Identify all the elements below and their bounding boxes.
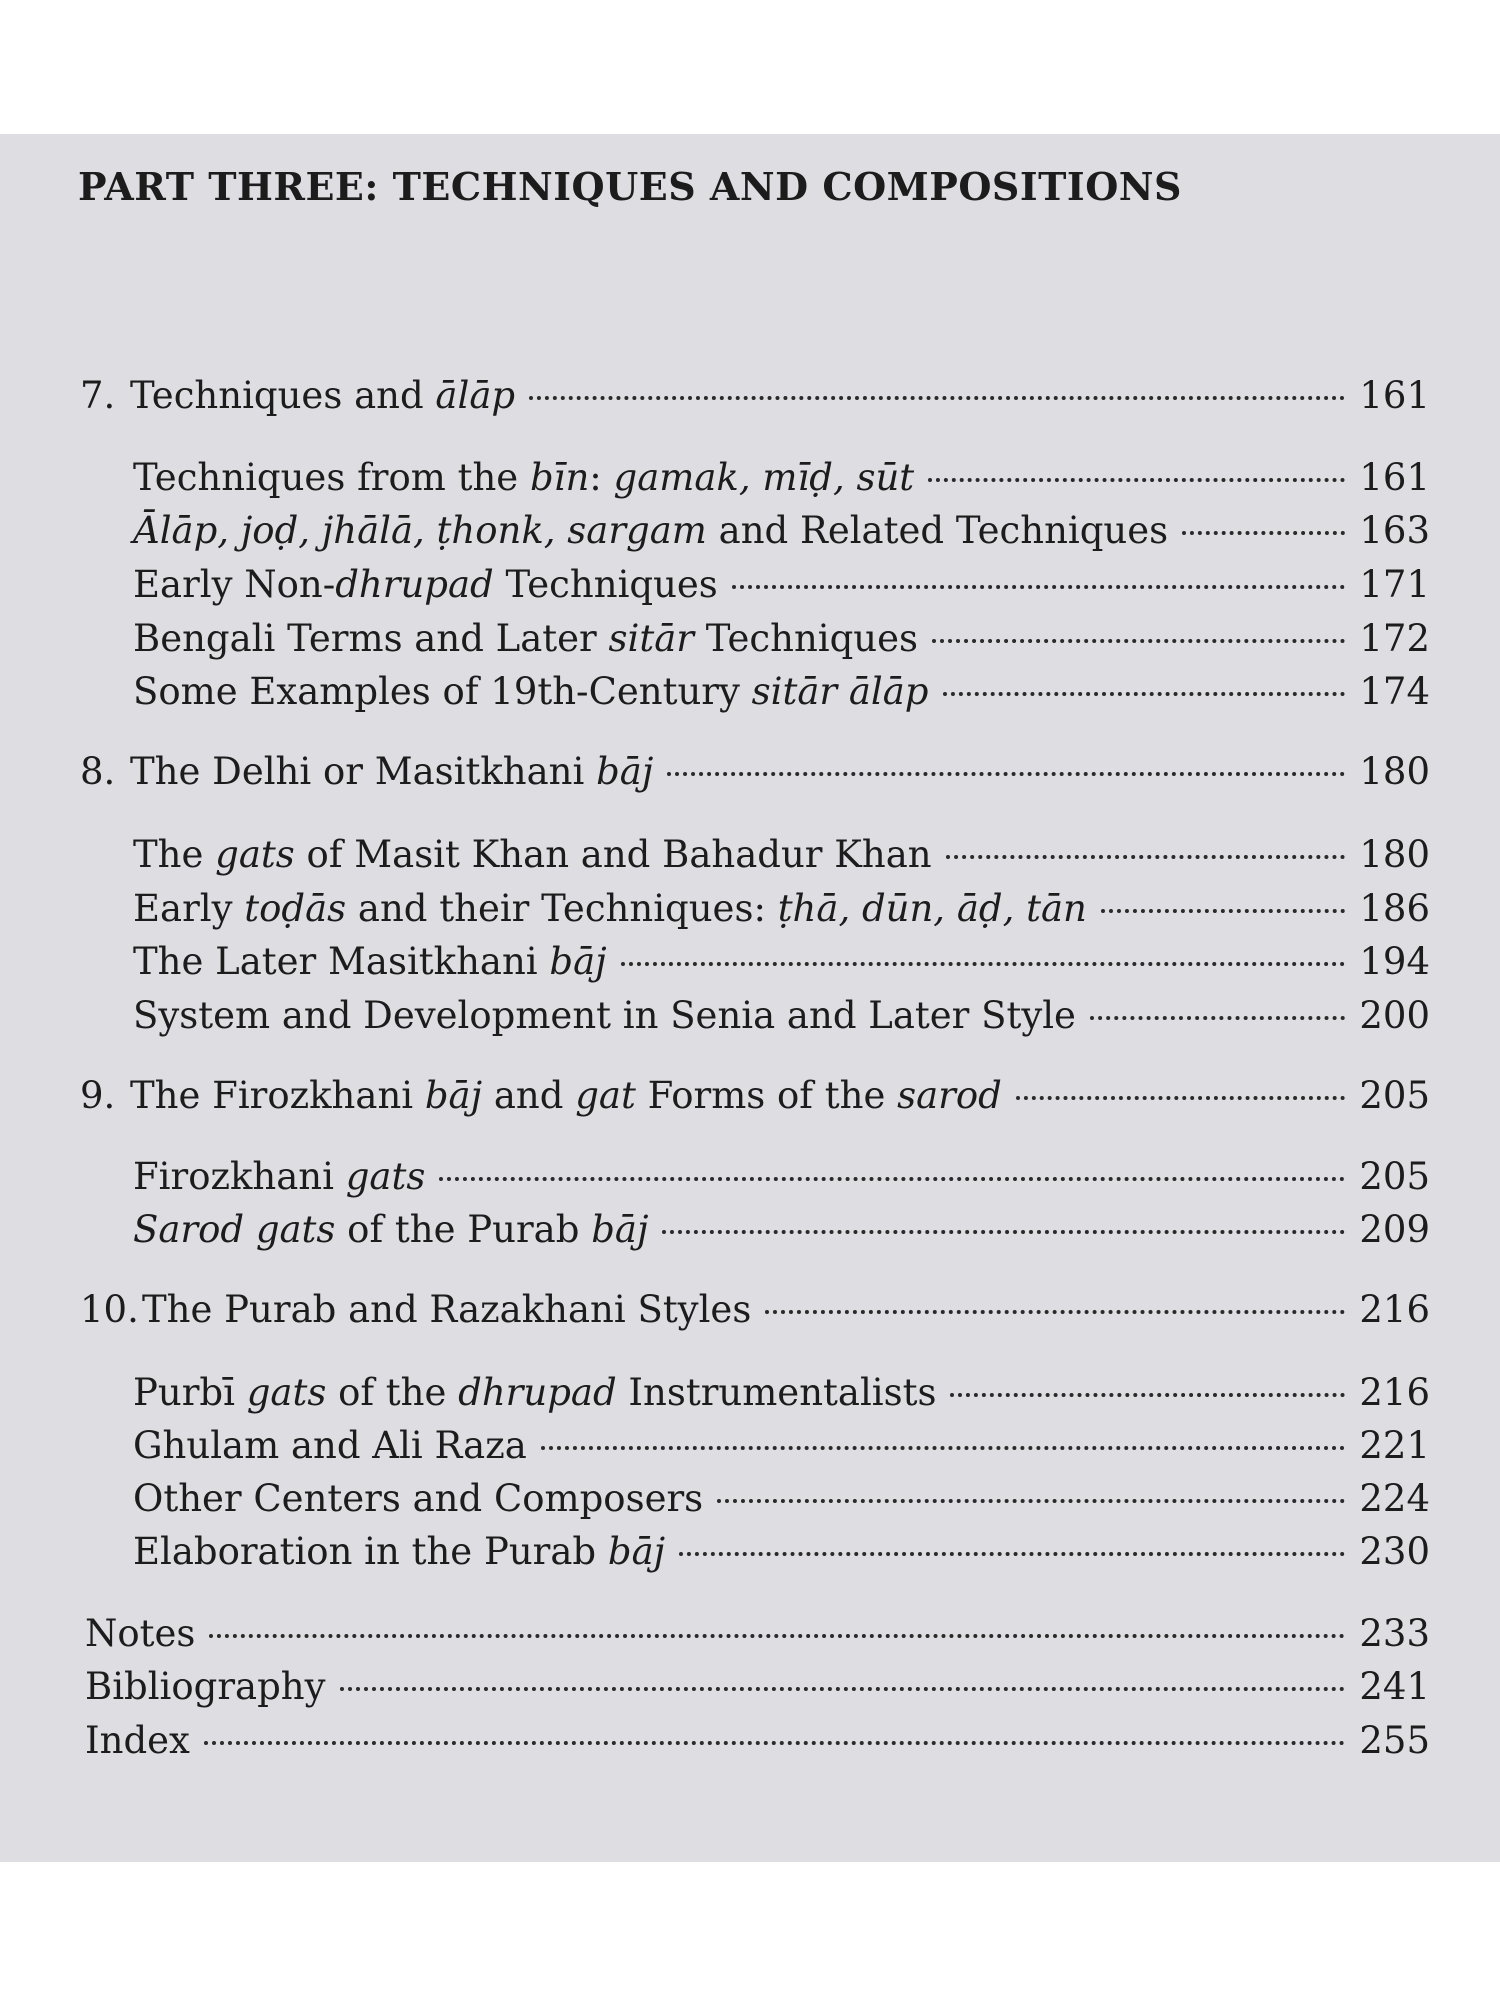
page-number: 205 — [1359, 1155, 1430, 1198]
toc-section-entry — [133, 1208, 1430, 1260]
toc-chapter-entry — [80, 374, 1430, 426]
toc-entry-title — [133, 1424, 527, 1467]
title-text: Forms of the — [635, 1074, 898, 1117]
italic-term: ṭhā, dūn, āḍ, tān — [777, 887, 1087, 930]
italic-term: toḍās — [244, 887, 347, 930]
toc-chapter-entry — [80, 1288, 1430, 1340]
dot-leader — [1182, 531, 1345, 535]
page-number: 233 — [1359, 1612, 1430, 1655]
toc-section-entry — [133, 1530, 1430, 1582]
page-number: 161 — [1359, 374, 1430, 417]
toc-entry-title — [133, 1477, 703, 1520]
toc-section-entry — [133, 509, 1430, 561]
toc-section-entry — [133, 1371, 1430, 1423]
italic-term: gat — [575, 1074, 636, 1117]
toc-entry-title — [133, 1208, 648, 1251]
toc-entry-title — [133, 887, 1087, 930]
dot-leader — [717, 1499, 1345, 1503]
toc-entry-title — [133, 1530, 665, 1573]
dot-leader — [1016, 1096, 1346, 1100]
title-text: Ghulam and Ali Raza — [133, 1424, 527, 1467]
italic-term: gats — [345, 1155, 426, 1198]
toc-entry-title — [80, 750, 653, 793]
italic-term: sitār ālāp — [751, 670, 929, 713]
italic-term: sarod — [897, 1074, 1002, 1117]
dot-leader — [946, 855, 1346, 859]
toc-entry-title — [133, 456, 914, 499]
italic-term: sitār — [608, 617, 694, 660]
toc-entry-title — [133, 940, 607, 983]
dot-leader — [932, 639, 1345, 643]
toc-chapter-entry — [80, 750, 1430, 802]
title-text: Elaboration in the Purab — [133, 1530, 608, 1573]
toc-backmatter-entry — [85, 1665, 1430, 1717]
toc-section-entry — [133, 670, 1430, 722]
italic-term: bāj — [596, 750, 654, 793]
title-text: Bengali Terms and Later — [133, 617, 609, 660]
dot-leader — [340, 1687, 1346, 1691]
toc-section-entry — [133, 940, 1430, 992]
title-text: Early Non- — [133, 563, 336, 606]
italic-term: dhrupad — [458, 1371, 617, 1414]
title-text: : — [589, 456, 614, 499]
dot-leader — [662, 1230, 1345, 1234]
dot-leader — [667, 772, 1345, 776]
dot-leader — [928, 478, 1345, 482]
title-text: and — [482, 1074, 576, 1117]
title-text: Techniques — [693, 617, 919, 660]
title-text: System and Development in Senia and Later Style — [133, 994, 1076, 1037]
chapter-number: 10. — [80, 1288, 139, 1331]
title-text: Index — [85, 1719, 190, 1762]
italic-term: bāj — [591, 1208, 649, 1251]
dot-leader — [529, 396, 1345, 400]
italic-term: ālāp — [435, 374, 516, 417]
page-number: 171 — [1359, 563, 1430, 606]
title-text: and their Techniques: — [346, 887, 778, 930]
title-text: of the Purab — [335, 1208, 592, 1251]
toc-entry-title — [80, 1288, 751, 1331]
title-text: of Masit Khan and Bahadur Khan — [294, 833, 932, 876]
dot-leader — [732, 585, 1346, 589]
italic-term: gats — [246, 1371, 327, 1414]
title-text: Some Examples of 19th-Century — [133, 670, 752, 713]
dot-leader — [1101, 909, 1346, 913]
chapter-number: 7. — [80, 374, 116, 417]
toc-entry-title — [133, 670, 929, 713]
dot-leader — [943, 692, 1346, 696]
italic-term: bāj — [607, 1530, 666, 1573]
italic-term: Sarod gats — [133, 1208, 336, 1251]
page-number: 221 — [1359, 1424, 1430, 1467]
italic-term: bāj — [549, 940, 607, 983]
toc-entry-title — [85, 1665, 326, 1708]
page-number: 186 — [1359, 887, 1430, 930]
title-text: The Delhi or Masitkhani — [130, 750, 597, 793]
title-text: Early — [133, 887, 245, 930]
toc-section-entry — [133, 1477, 1430, 1529]
toc-entry-title — [85, 1719, 190, 1762]
chapter-number: 8. — [80, 750, 116, 793]
toc-section-entry — [133, 456, 1430, 508]
title-text: The — [133, 833, 216, 876]
italic-term: gamak, mīḍ, sūt — [613, 456, 915, 499]
page-number: 230 — [1359, 1530, 1430, 1573]
title-text: Techniques from the — [133, 456, 530, 499]
toc-entry-title — [80, 1074, 1002, 1117]
toc-entry-title — [133, 563, 718, 606]
dot-leader — [765, 1310, 1345, 1314]
toc-backmatter-entry — [85, 1612, 1430, 1664]
title-text: of the — [326, 1371, 459, 1414]
book-page — [0, 134, 1500, 1862]
part-title: PART THREE: TECHNIQUES AND COMPOSITIONS — [78, 164, 1182, 209]
dot-leader — [541, 1446, 1346, 1450]
dot-leader — [621, 962, 1346, 966]
chapter-number: 9. — [80, 1074, 116, 1117]
title-text: Techniques and — [130, 374, 436, 417]
toc-entry-title — [133, 1371, 936, 1414]
toc-entry-title — [133, 509, 1168, 552]
page-number: 209 — [1359, 1208, 1430, 1251]
toc-entry-title — [85, 1612, 195, 1655]
toc-entry-title — [80, 374, 515, 417]
page-number: 241 — [1359, 1665, 1430, 1708]
dot-leader — [1090, 1016, 1345, 1020]
page-number: 205 — [1359, 1074, 1430, 1117]
title-text: Notes — [85, 1612, 196, 1655]
title-text: The Purab and Razakhani Styles — [142, 1288, 752, 1331]
toc-section-entry — [133, 1424, 1430, 1476]
toc-backmatter-entry — [85, 1719, 1430, 1771]
dot-leader — [439, 1177, 1345, 1181]
title-text: Bibliography — [85, 1665, 326, 1708]
title-text: Instrumentalists — [616, 1371, 937, 1414]
dot-leader — [679, 1552, 1345, 1556]
italic-term: bīn — [529, 456, 590, 499]
title-text: Other Centers and Composers — [133, 1477, 704, 1520]
toc-section-entry — [133, 833, 1430, 885]
title-text: Firozkhani — [133, 1155, 346, 1198]
page-number: 194 — [1359, 940, 1430, 983]
page-number: 174 — [1359, 670, 1430, 713]
toc-entry-title — [133, 833, 932, 876]
toc-chapter-entry — [80, 1074, 1430, 1126]
page-number: 216 — [1359, 1288, 1430, 1331]
title-text: The Firozkhani — [130, 1074, 425, 1117]
toc-section-entry — [133, 617, 1430, 669]
italic-term: bāj — [424, 1074, 483, 1117]
toc-section-entry — [133, 563, 1430, 615]
dot-leader — [950, 1393, 1345, 1397]
page-number: 172 — [1359, 617, 1430, 660]
page-number: 161 — [1359, 456, 1430, 499]
italic-term: Ālāp, joḍ, jhālā, ṭhonk, sargam — [133, 509, 707, 552]
toc-section-entry — [133, 994, 1430, 1046]
dot-leader — [209, 1634, 1345, 1638]
page-number: 180 — [1359, 833, 1430, 876]
page-number: 163 — [1359, 509, 1430, 552]
italic-term: gats — [215, 833, 295, 876]
toc-entry-title — [133, 1155, 425, 1198]
page-number: 216 — [1359, 1371, 1430, 1414]
toc-entry-title — [133, 617, 918, 660]
dot-leader — [204, 1741, 1345, 1745]
page-number: 180 — [1359, 750, 1430, 793]
title-text: Techniques — [493, 563, 718, 606]
toc-entry-title — [133, 994, 1076, 1037]
page-number: 224 — [1359, 1477, 1430, 1520]
title-text: and Related Techniques — [706, 509, 1169, 552]
toc-section-entry — [133, 887, 1430, 939]
toc-section-entry — [133, 1155, 1430, 1207]
title-text: Purbī — [133, 1371, 247, 1414]
title-text: The Later Masitkhani — [133, 940, 550, 983]
italic-term: dhrupad — [335, 563, 494, 606]
page-number: 200 — [1359, 994, 1430, 1037]
page-number: 255 — [1359, 1719, 1430, 1762]
